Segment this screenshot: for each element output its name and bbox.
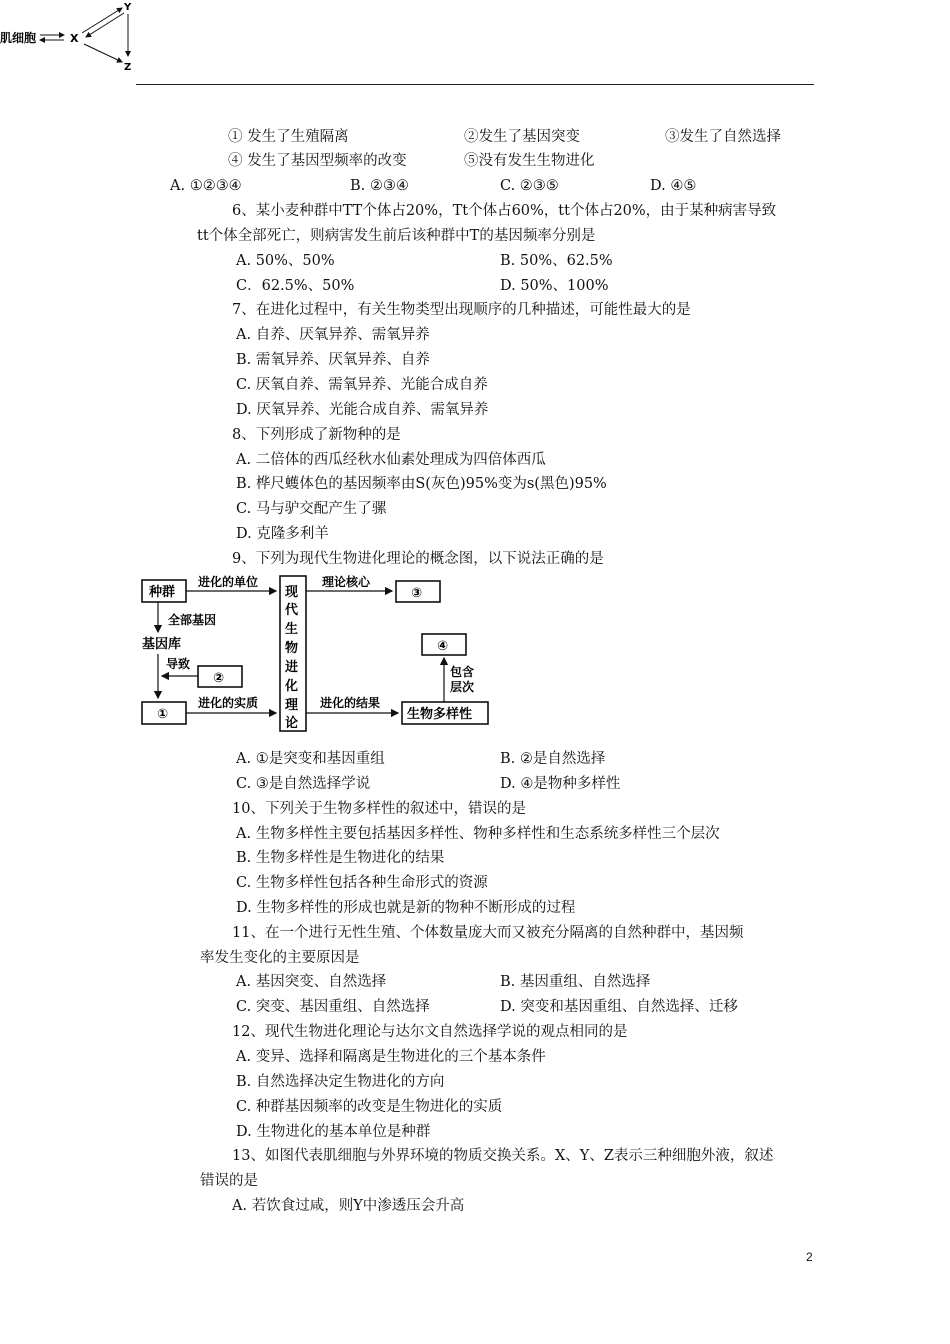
q9-stem: 9、下列为现代生物进化理论的概念图，以下说法正确的是 <box>232 551 604 567</box>
q5-option-d: D. ④⑤ <box>650 178 697 194</box>
q6-stem-line2: tt个体全部死亡，则病害发生前后该种群中T的基因频率分别是 <box>197 228 596 244</box>
q6-option-b: B. 50%、62.5% <box>500 253 613 269</box>
contains-label-1: 包含 <box>450 665 475 679</box>
q5-option-b: B. ②③④ <box>350 178 409 194</box>
core-label: 理论核心 <box>322 575 371 589</box>
cell-label: 肌细胞 <box>0 31 37 45</box>
q11-option-a: A. 基因突变、自然选择 <box>236 974 387 990</box>
all-genes-label: 全部基因 <box>168 613 217 627</box>
q9-option-c: C. ③是自然选择学说 <box>236 776 371 792</box>
q6-option-d: D. 50%、100% <box>500 278 609 294</box>
q13-stem-line2: 错误的是 <box>200 1173 258 1189</box>
theory-char-1: 现 <box>285 585 299 600</box>
q9-option-a: A. ①是突变和基因重组 <box>236 751 385 767</box>
q8-option-d: D. 克隆多利羊 <box>236 526 329 542</box>
q10-stem: 10、下列关于生物多样性的叙述中，错误的是 <box>232 801 526 817</box>
theory-char-8: 论 <box>285 716 299 731</box>
theory-char-5: 进 <box>285 660 299 675</box>
q5-option-a: A. ①②③④ <box>170 178 242 194</box>
q8-stem: 8、下列形成了新物种的是 <box>232 427 401 443</box>
q13-option-a: A. 若饮食过咸，则Y中渗透压会升高 <box>232 1198 465 1214</box>
q9-option-b: B. ②是自然选择 <box>500 751 606 767</box>
box-1-label: ① <box>157 707 169 722</box>
q8-option-c: C. 马与驴交配产生了骡 <box>236 501 387 517</box>
q5-option-c: C. ②③⑤ <box>500 178 559 194</box>
box-3-label: ③ <box>411 586 423 601</box>
q7-option-d: D. 厌氧异养、光能合成自养、需氧异养 <box>236 402 489 418</box>
q6-option-a: A. 50%、50% <box>236 253 335 269</box>
box-4-label: ④ <box>437 639 449 654</box>
q5-statement-1: ① 发生了生殖隔离 <box>228 129 349 145</box>
q12-option-a: A. 变异、选择和隔离是生物进化的三个基本条件 <box>236 1049 546 1065</box>
q12-stem: 12、现代生物进化理论与达尔文自然选择学说的观点相同的是 <box>232 1024 628 1040</box>
contains-label-2: 层次 <box>450 680 475 694</box>
q10-option-a: A. 生物多样性主要包括基因多样性、物种多样性和生态系统多样性三个层次 <box>236 826 720 842</box>
y-label: Y <box>124 2 132 13</box>
q7-option-c: C. 厌氧自养、需氧异养、光能合成自养 <box>236 377 488 393</box>
evolution-concept-map <box>130 570 500 736</box>
q12-option-c: C. 种群基因频率的改变是生物进化的实质 <box>236 1099 503 1115</box>
q6-option-c: C．62.5%、50% <box>236 278 355 294</box>
q11-option-c: C. 突变、基因重组、自然选择 <box>236 999 430 1015</box>
theory-char-6: 化 <box>285 679 299 694</box>
result-label: 进化的结果 <box>320 696 381 710</box>
q5-statement-2: ②发生了基因突变 <box>464 129 580 145</box>
q12-option-b: B. 自然选择决定生物进化的方向 <box>236 1074 445 1090</box>
q8-option-b: B. 桦尺蠖体色的基因频率由S(灰色)95%变为s(黑色)95% <box>236 476 607 492</box>
q5-statement-4: ④ 发生了基因型频率的改变 <box>228 153 407 169</box>
header-rule <box>136 84 814 85</box>
q6-stem-line1: 6、某小麦种群中TT个体占20%，Tt个体占60%，tt个体占20%，由于某种病害导致 <box>232 203 777 219</box>
unit-label: 进化的单位 <box>198 575 259 589</box>
z-label: Z <box>124 62 132 73</box>
leads-to-label: 导致 <box>166 657 191 671</box>
essence-label: 进化的实质 <box>198 696 259 710</box>
q11-option-d: D. 突变和基因重组、自然选择、迁移 <box>500 999 738 1015</box>
gene-pool-label: 基因库 <box>142 637 182 652</box>
theory-char-4: 物 <box>285 641 299 656</box>
q5-statement-3: ③发生了自然选择 <box>665 129 781 145</box>
q11-stem-line1: 11、在一个进行无性生殖、个体数量庞大而又被充分隔离的自然种群中，基因频 <box>232 925 744 941</box>
q7-stem: 7、在进化过程中，有关生物类型出现顺序的几种描述，可能性最大的是 <box>232 302 691 318</box>
x-to-y-arrow-a <box>82 8 122 33</box>
q12-option-d: D. 生物进化的基本单位是种群 <box>236 1124 431 1140</box>
q11-stem-line2: 率发生变化的主要原因是 <box>200 950 360 966</box>
theory-char-7: 理 <box>285 698 299 713</box>
theory-char-2: 代 <box>285 603 299 618</box>
population-label: 种群 <box>149 585 176 600</box>
theory-char-3: 生 <box>285 622 299 637</box>
q10-option-b: B. 生物多样性是生物进化的结果 <box>236 850 445 866</box>
q11-option-b: B. 基因重组、自然选择 <box>500 974 651 990</box>
q10-option-c: C. 生物多样性包括各种生命形式的资源 <box>236 875 488 891</box>
x-label: X <box>70 32 79 45</box>
q5-statement-5: ⑤没有发生生物进化 <box>464 153 595 169</box>
q7-option-b: B. 需氧异养、厌氧异养、自养 <box>236 352 430 368</box>
x-to-z-arrow <box>84 44 122 62</box>
q8-option-a: A. 二倍体的西瓜经秋水仙素处理成为四倍体西瓜 <box>236 452 546 468</box>
page-number: 2 <box>806 1250 813 1264</box>
q9-option-d: D. ④是物种多样性 <box>500 776 621 792</box>
q7-option-a: A. 自养、厌氧异养、需氧异养 <box>236 327 430 343</box>
q13-stem-line1: 13、如图代表肌细胞与外界环境的物质交换关系。X、Y、Z表示三种细胞外液，叙述 <box>232 1148 774 1164</box>
x-to-y-arrow-b <box>86 13 124 37</box>
q10-option-d: D. 生物多样性的形成也就是新的物种不断形成的过程 <box>236 900 576 916</box>
biodiversity-label: 生物多样性 <box>407 707 473 722</box>
top-figure-fragment <box>0 0 150 75</box>
box-2-label: ② <box>213 671 225 686</box>
